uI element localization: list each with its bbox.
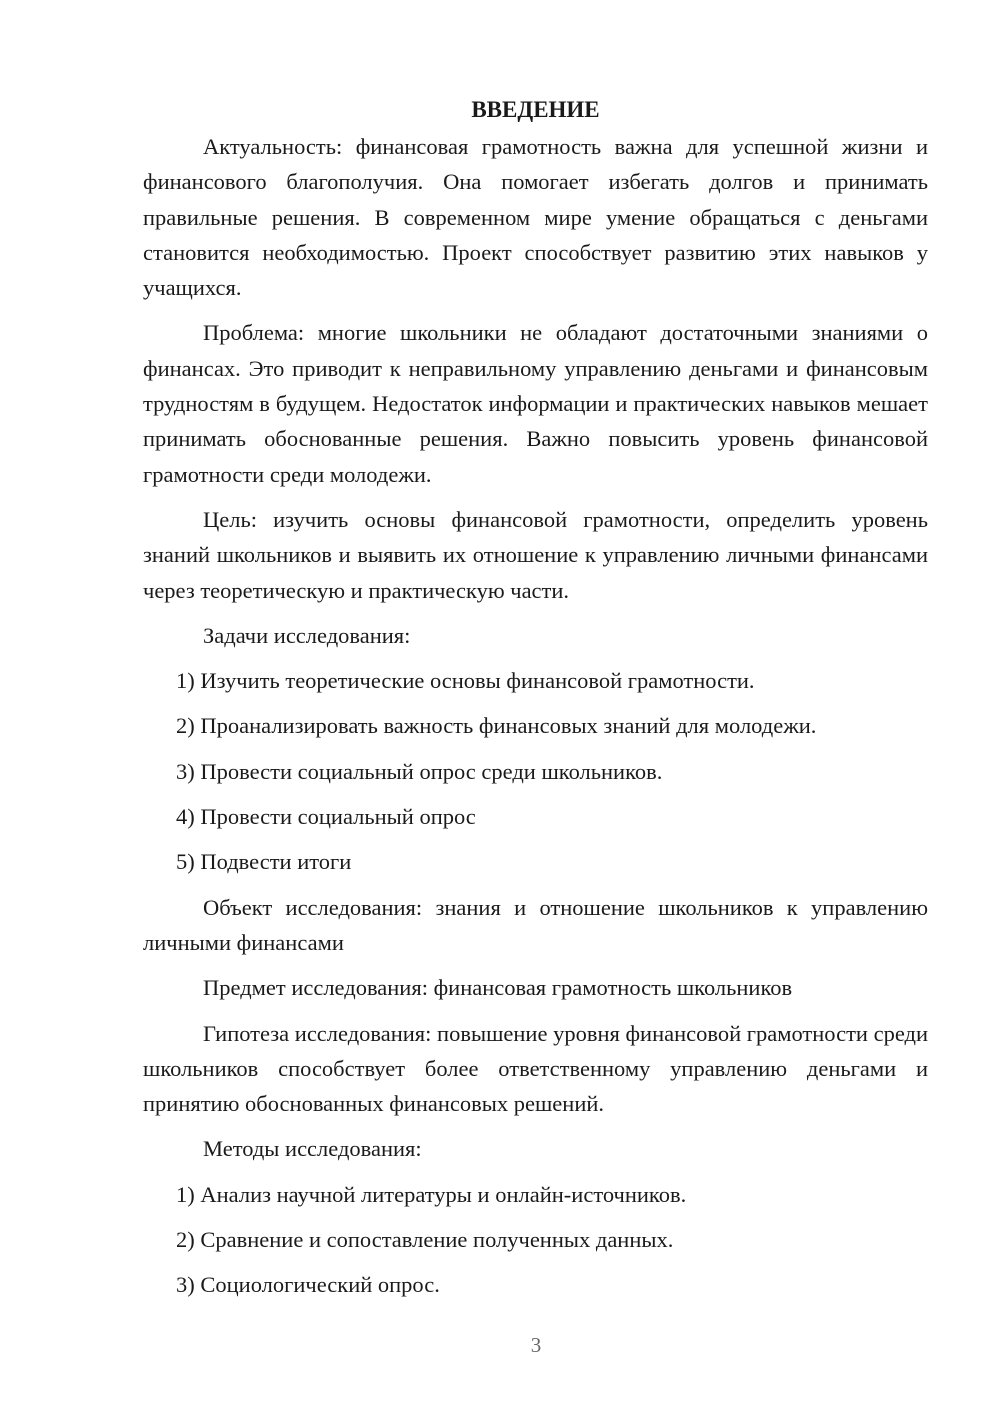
list-item: 3) Социологический опрос. [176,1272,440,1298]
tasks-label: Задачи исследования: [203,622,411,648]
hypothesis-paragraph: Гипотеза исследования: повышение уровня финансовой грамотности среди школьников способствует более ответственному управлению деньгами и принятию обоснованных финансовых решений. [143,1020,929,1117]
list-item: 2) Сравнение и сопоставление полученных данных. [176,1227,674,1253]
page-number: 3 [530,1333,542,1357]
methods-label: Методы исследования: [203,1136,422,1162]
relevance-paragraph: Актуальность: финансовая грамотность важна для успешной жизни и финансового благополучия. Она помогает избегать долгов и принимать правильные решения. В современном мире умение обращаться с деньгами становится необходимостью. Проект способствует развитию этих навыков у учащихся. [143,134,928,301]
subject-paragraph: Предмет исследования: финансовая грамотность школьников [203,975,793,1001]
page-title: ВВЕДЕНИЕ [471,97,600,122]
list-item: 5) Подвести итоги [176,849,352,875]
problem-paragraph: Проблема: многие школьники не обладают достаточными знаниями о финансах. Это приводит к неправильному управлению деньгами и финансовым трудностям в будущем. Недостаток информации и практических навыков мешает принимать обоснованные решения. Важно повысить уровень финансовой грамотности среди молодежи. [143,320,928,487]
list-item: 1) Анализ научной литературы и онлайн-источников. [176,1181,687,1207]
list-item: 3) Провести социальный опрос среди школьников. [176,758,663,784]
list-item: 2) Проанализировать важность финансовых знаний для молодежи. [176,713,817,739]
tasks-list [143,663,928,879]
goal-paragraph: Цель: изучить основы финансовой грамотности, определить уровень знаний школьников и выявить их отношение к управлению личными финансами через теоретическую и практическую части. [143,506,928,603]
document-page [143,92,928,1313]
object-paragraph: Объект исследования: знания и отношение школьников к управлению личными финансами [143,894,928,955]
list-item: 4) Провести социальный опрос [176,804,476,830]
methods-list [143,1177,928,1303]
list-item: 1) Изучить теоретические основы финансовой грамотности. [176,668,755,694]
